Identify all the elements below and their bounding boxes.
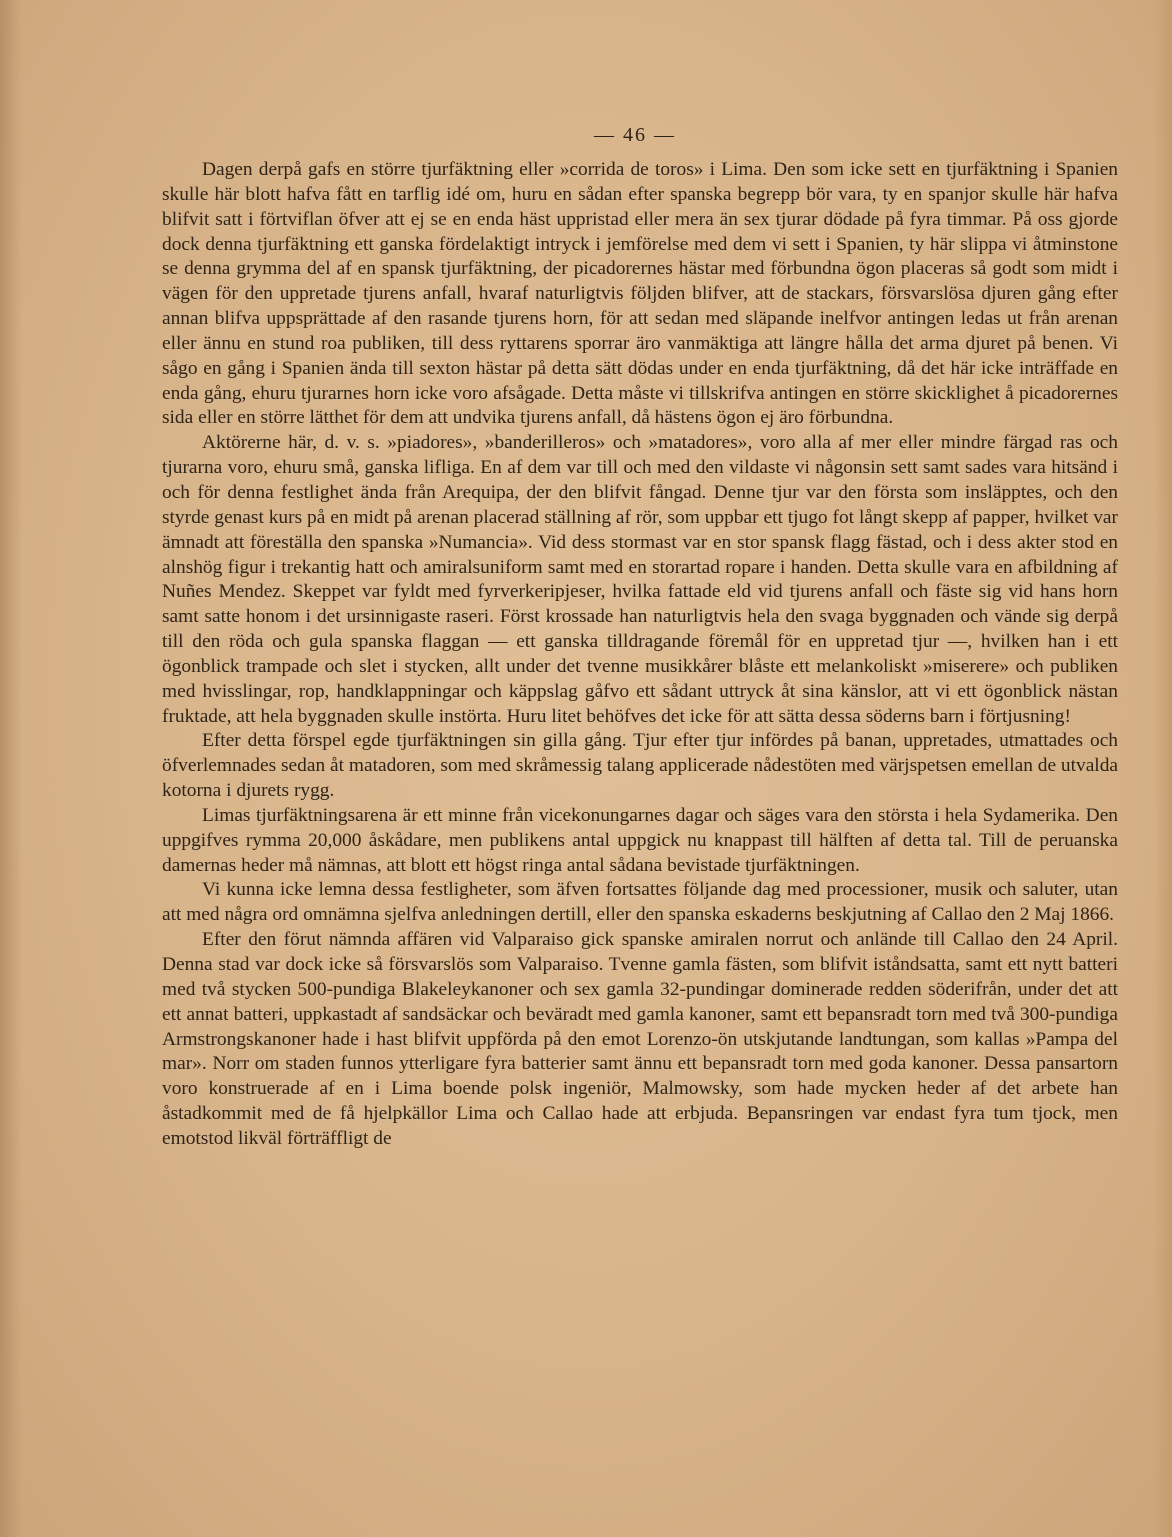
page-binding-shadow bbox=[0, 0, 22, 1537]
page-edge-shadow bbox=[1154, 0, 1172, 1537]
paragraph-callao-defenses: Efter den förut nämnda affären vid Valparaiso gick spanske amiralen norrut och anlände till Callao den 24 April. Denna stad var dock icke så försvarslös som Valparaiso. Tvenne gamla fästen, som blifvit iståndsatta, samt ett nytt batteri med två stycken 500-pundiga Blakeleykanoner och sex gamla 32-pundingar dominerade redden söderifrån, under det att ett annat batteri, uppkastadt af sandsäckar och beväradt med gamla kanoner, samt ett bepansradt torn med två 300-pundiga Armstrongskanoner hade i hast blifvit uppförda på den emot Lorenzo-ön utskjutande landtungan, som kallas »Pampa del mar». Norr om staden funnos ytterligare fyra batterier samt ännu ett bepansradt torn med goda kanoner. Dessa pansartorn voro konstruerade af en i Lima boende polsk ingeniör, Malmowsky, som hade mycken heder af det arbete han åstadkommit med de få hjelpkällor Lima och Callao hade att erbjuda. Bepansringen var endast fyra tum tjock, men emotstod likväl förträffligt de bbox=[162, 929, 1118, 1149]
paragraph-prelude: Efter detta förspel egde tjurfäktningen sin gilla gång. Tjur efter tjur infördes på banan, uppretades, utmattades och öfverlemnades sedan åt matadoren, som med skråmessig talang applicerade nådestöten med värjspetsen emellan de utvalda kotorna i djurets rygg. bbox=[162, 730, 1118, 802]
page-number: — 46 — bbox=[594, 124, 676, 146]
paragraph-arena: Limas tjurfäktningsarena är ett minne från vicekonungarnes dagar och säges vara den största i hela Sydamerika. Den uppgifves rymma 20,000 åskådare, men publikens antal uppgick nu knappast till hälften af detta tal. Till de peruanska damernas heder må nämnas, att blott ett högst ringa antal sådana bevistade tjurfäktningen. bbox=[162, 804, 1118, 876]
paragraph-bullfight-lima: Dagen derpå gafs en större tjurfäktning eller »corrida de toros» i Lima. Den som icke sett en tjurfäktning i Spanien skulle här blott hafva fått en tarflig idé om, huru en sådan efter spanska begrepp bör vara, ty en spanjor skulle här hafva blifvit satt i förtviflan öfver att ej se en enda häst uppristad eller mera än sex tjurar dödade på fyra timmar. På oss gjorde dock denna tjurfäktning ett ganska fördelaktigt intryck i jemförelse med dem vi sett i Spanien, ty här slippa vi åtminstone se denna grymma del af en spansk tjurfäktning, der picadorernes hästar med förbundna ögon placeras så godt som midt i vägen för den uppretade tjurens anfall, hvaraf naturligtvis följden blifver, att de stackars, försvarslösa djuren gång efter annan blifva uppsprättade af den rasande tjurens horn, för att sedan med släpande inelfvor antingen ledas ut från arenan eller ännu en stund roa publiken, till dess ryttarens sporrar äro vanmäktiga att längre hålla det arma djuret på benen. Vi sågo en gång i Spanien ända till sexton hästar på detta sätt dödas under en enda tjurfäktning, då det här icke inträffade en enda gång, ehuru tjurarnes horn icke voro afsågade. Detta måste vi tillskrifva antingen en större skicklighet å picadorernes sida eller en större lätthet för dem att undvika tjurens anfall, då hästens ögon ej äro förbundna. bbox=[162, 159, 1118, 429]
paragraph-festivities: Vi kunna icke lemna dessa festligheter, som äfven fortsattes följande dag med processioner, musik och saluter, utan att med några ord omnämna sjelfva anledningen dertill, eller den spanska eskaderns beskjutning af Callao den 2 Maj 1866. bbox=[162, 879, 1118, 926]
paragraph-actors: Aktörerne här, d. v. s. »piadores», »banderilleros» och »matadores», voro alla af mer eller mindre färgad ras och tjurarna voro, ehuru små, ganska lifliga. En af dem var till och med den vildaste vi någonsin sett samt sades vara hitsänd i och för denna festlighet ända från Arequipa, der den blifvit fångad. Denne tjur var den första som insläpptes, och den styrde genast kurs på en midt på arenan placerad ställning af rör, som uppbar ett tjugo fot långt skepp af papper, hvilket var ämnadt att föreställa den spanska »Numancia». Vid dess stormast var en stor spansk flagg fästad, och i dess akter stod en alnshög figur i trekantig hatt och amiralsuniform samt med en storartad ropare i handen. Detta skulle vara en afbildning af Nuñes Mendez. Skeppet var fyldt med fyrverkeripjeser, hvilka fattade eld vid tjurens anfall och fäste sig vid hans horn samt satte honom i det ursinnigaste raseri. Först krossade han naturligtvis hela den svaga byggnaden och vände sig derpå till den röda och gula spanska flaggan — ett ganska tilldragande föremål för en uppretad tjur —, hvilken han i ett ögonblick trampade och slet i stycken, allt under det tvenne musikkårer blåste ett melankoliskt »miserere» och publiken med hvisslingar, rop, handklappningar och käppslag gåfvo ett sådant uttryck åt sina känslor, att vi ett ögonblick nästan fruktade, att hela byggnaden skulle instörta. Huru litet behöfves det icke för att sätta dessa söderns barn i förtjusning! bbox=[162, 432, 1118, 727]
body-text bbox=[162, 158, 1118, 1152]
